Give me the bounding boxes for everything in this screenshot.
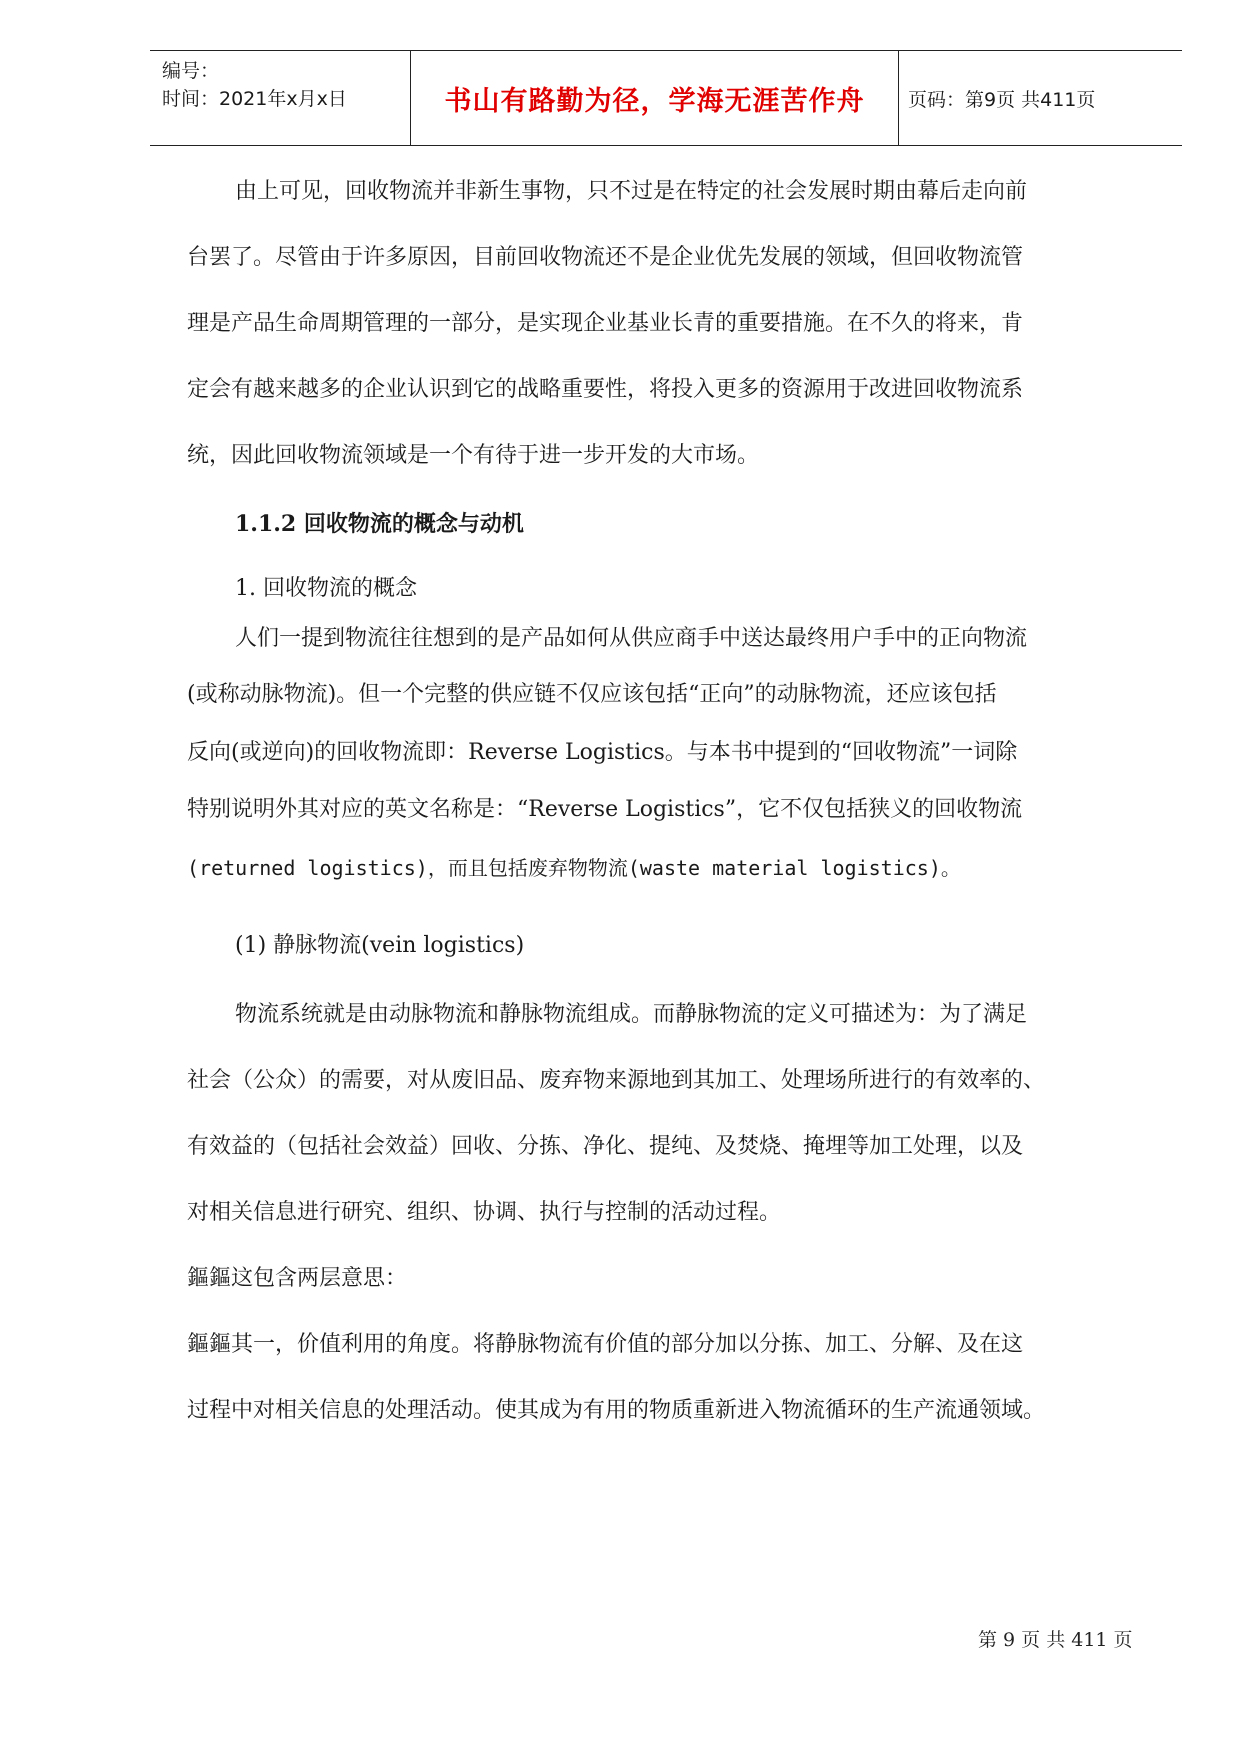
paragraph-line: (或称动脉物流)。但一个完整的供应链不仅应该包括“正向”的动脉物流，还应该包括: [187, 682, 997, 707]
paragraph-line: 统，因此回收物流领域是一个有待于进一步开发的大市场。: [187, 443, 760, 468]
paragraph-line: 社会（公众）的需要，对从废旧品、废弃物来源地到其加工、处理场所进行的有效率的、: [187, 1068, 1046, 1093]
paragraph-line: 台罢了。尽管由于许多原因，目前回收物流还不是企业优先发展的领域，但回收物流管: [187, 245, 1024, 270]
paragraph-line: 理是产品生命周期管理的一部分，是实现企业基业长青的重要措施。在不久的将来，肯: [187, 311, 1024, 336]
paragraph-line: 对相关信息进行研究、组织、协调、执行与控制的活动过程。: [187, 1200, 782, 1225]
paragraph-line: 鏂鏂其一，价值利用的角度。将静脉物流有价值的部分加以分拣、加工、分解、及在这: [187, 1332, 1024, 1357]
paragraph-line: 特别说明外其对应的英文名称是：“Reverse Logistics”，它不仅包括狭义的回收物流: [187, 797, 1023, 822]
header-page-info: 页码：第9页 共411页: [908, 88, 1096, 111]
header-motto: 书山有路勤为径，学海无涯苦作舟: [410, 51, 899, 145]
page-header: [150, 50, 1182, 146]
paragraph-line: (returned logistics)，而且包括废弃物物流(waste material logistics)。: [187, 856, 961, 880]
paragraph-line: 有效益的（包括社会效益）回收、分拣、净化、提纯、及焚烧、掩埋等加工处理，以及: [187, 1134, 1024, 1159]
document-number-label: 编号：: [162, 60, 220, 82]
page-footer: 第 9 页 共 411 页: [978, 1629, 1133, 1651]
header-meta: [162, 57, 402, 113]
paragraph-line: 反向(或逆向)的回收物流即：Reverse Logistics。与本书中提到的“回收物流”一词除: [187, 740, 1018, 765]
section-heading: 1.1.2 回收物流的概念与动机: [235, 511, 524, 537]
paragraph-line: 物流系统就是由动脉物流和静脉物流组成。而静脉物流的定义可描述为：为了满足: [235, 1002, 1028, 1027]
list-item: (1) 静脉物流(vein logistics): [235, 933, 525, 958]
subsection-heading: 1. 回收物流的概念: [235, 576, 417, 601]
paragraph-line: 定会有越来越多的企业认识到它的战略重要性，将投入更多的资源用于改进回收物流系: [187, 377, 1024, 402]
document-time-label: 时间：2021年x月x日: [162, 88, 347, 110]
paragraph-line: 由上可见，回收物流并非新生事物，只不过是在特定的社会发展时期由幕后走向前: [235, 179, 1028, 204]
paragraph-line: 过程中对相关信息的处理活动。使其成为有用的物质重新进入物流循环的生产流通领域。: [187, 1398, 1046, 1423]
paragraph-line: 人们一提到物流往往想到的是产品如何从供应商手中送达最终用户手中的正向物流: [235, 626, 1028, 651]
paragraph-line: 鏂鏂这包含两层意思：: [187, 1266, 408, 1291]
